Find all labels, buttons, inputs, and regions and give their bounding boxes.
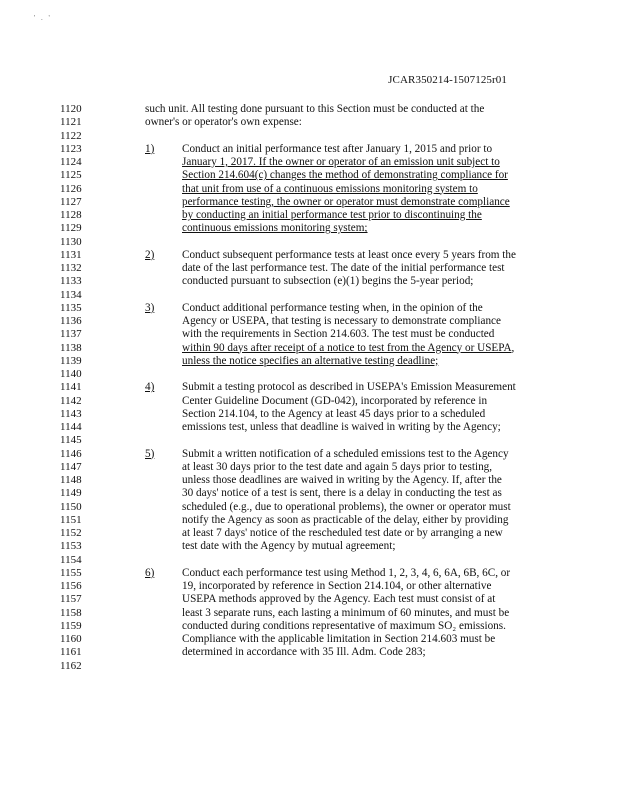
line-number: 1153 [60, 540, 82, 553]
line-number: 1137 [60, 328, 82, 341]
line-text: that unit from use of a continuous emissions monitoring system to [182, 182, 478, 195]
line-number: 1135 [60, 301, 82, 314]
line-number: 1148 [60, 474, 82, 486]
line-text: Conduct subsequent performance tests at least once every 5 years from the [182, 248, 516, 261]
text-line [0, 221, 618, 235]
list-marker: 6) [145, 566, 155, 579]
line-number: 1136 [60, 315, 82, 327]
line-text: Section 214.604(c) changes the method of demonstrating compliance for [182, 169, 508, 182]
line-number: 1152 [60, 527, 82, 539]
line-text: Section 214.104, to the Agency at least 45 days prior to a scheduled [182, 407, 486, 420]
line-text: test date with the Agency by mutual agreement; [182, 540, 396, 553]
line-text: conducted pursuant to subsection (e)(1) begins the 5-year period; [182, 275, 474, 288]
text-line [0, 142, 618, 156]
line-text: Compliance with the applicable limitation in Section 214.603 must be [182, 633, 496, 645]
line-text: 19, incorporated by reference in Section 214.104, or other alternative [182, 580, 492, 592]
text-line [0, 460, 618, 474]
document-id: JCAR350214-1507125r01 [388, 74, 507, 86]
text-line [0, 195, 618, 209]
text-line [0, 115, 618, 129]
text-line [0, 208, 618, 222]
text-line [0, 645, 618, 659]
text-line [0, 129, 618, 143]
text-line [0, 526, 618, 540]
line-text: date of the last performance test. The date of the initial performance test [182, 262, 505, 274]
line-text: scheduled (e.g., due to operational problems), the owner or operator must [182, 500, 511, 513]
text-line [0, 486, 618, 500]
list-marker: 1) [145, 142, 155, 155]
text-line [0, 380, 618, 394]
text-line [0, 579, 618, 593]
line-text: Conduct an initial performance test after January 1, 2015 and prior to [182, 142, 493, 155]
line-number: 1125 [60, 169, 82, 182]
text-line [0, 367, 618, 381]
line-number: 1145 [60, 434, 82, 447]
text-line [0, 420, 618, 434]
text-line [0, 473, 618, 487]
text-line [0, 235, 618, 249]
line-number: 1131 [60, 248, 82, 261]
line-number: 1122 [60, 129, 82, 142]
text-line [0, 168, 618, 182]
line-number: 1155 [60, 566, 82, 579]
text-line [0, 155, 618, 169]
line-text: unless those deadlines are waived in writing by the Agency. If, after the [182, 474, 502, 486]
line-number: 1141 [60, 381, 82, 394]
line-text: with the requirements in Section 214.603. The test must be conducted [182, 328, 495, 341]
line-number: 1134 [60, 288, 82, 301]
line-number: 1157 [60, 593, 82, 606]
line-text: Submit a testing protocol as described in USEPA's Emission Measurement [182, 381, 516, 394]
line-text: performance testing, the owner or operator must demonstrate compliance [182, 195, 510, 208]
line-number: 1128 [60, 209, 82, 221]
line-number: 1139 [60, 354, 82, 367]
line-text: at least 30 days prior to the test date and again 5 days prior to testing, [182, 460, 493, 473]
line-number: 1149 [60, 487, 82, 500]
line-number: 1132 [60, 262, 82, 274]
list-marker: 5) [145, 447, 155, 460]
line-text: USEPA methods approved by the Agency. Each test must consist of at [182, 593, 496, 606]
text-line [0, 592, 618, 606]
line-text: emissions test, unless that deadline is waived in writing by the Agency; [182, 421, 501, 433]
line-text: Conduct additional performance testing when, in the opinion of the [182, 301, 483, 314]
line-number: 1124 [60, 156, 82, 168]
list-marker: 4) [145, 381, 155, 394]
line-number: 1160 [60, 633, 82, 645]
text-line [0, 659, 618, 673]
line-text: owner's or operator's own expense: [145, 116, 302, 129]
text-line [0, 394, 618, 408]
list-marker: 3) [145, 301, 155, 314]
line-text: unless the notice specifies an alternative testing deadline; [182, 354, 439, 367]
text-line [0, 566, 618, 580]
line-text: determined in accordance with 35 Ill. Adm. Code 283; [182, 646, 426, 659]
line-text: at least 7 days' notice of the rescheduled test date or by arranging a new [182, 527, 503, 539]
text-line [0, 341, 618, 355]
line-number: 1151 [60, 513, 82, 526]
text-line [0, 327, 618, 341]
line-number: 1120 [60, 103, 82, 115]
line-number: 1162 [60, 659, 82, 672]
line-text: notify the Agency as soon as practicable of the delay, either by providing [182, 513, 509, 526]
line-number: 1140 [60, 368, 82, 380]
line-number: 1156 [60, 580, 82, 592]
line-number: 1127 [60, 195, 82, 208]
text-line [0, 248, 618, 262]
text-line [0, 433, 618, 447]
line-text: by conducting an initial performance test prior to discontinuing the [182, 209, 482, 221]
line-text: least 3 separate runs, each lasting a minimum of 60 minutes, and must be [182, 606, 510, 619]
line-text: continuous emissions monitoring system; [182, 222, 368, 235]
line-number: 1138 [60, 341, 82, 354]
line-number: 1121 [60, 116, 82, 129]
line-text: Agency or USEPA, that testing is necessary to demonstrate compliance [182, 315, 501, 327]
line-number: 1161 [60, 646, 82, 659]
line-text: Submit a written notification of a scheduled emissions test to the Agency [182, 447, 509, 460]
text-line [0, 274, 618, 288]
line-number: 1143 [60, 407, 82, 420]
text-line [0, 407, 618, 421]
list-marker: 2) [145, 248, 155, 261]
text-line [0, 619, 618, 633]
line-number: 1159 [60, 619, 82, 632]
corner-mark: ' . ' [34, 14, 52, 22]
line-number: 1142 [60, 394, 82, 407]
text-line [0, 354, 618, 368]
line-number: 1158 [60, 606, 82, 619]
line-text: 30 days' notice of a test is sent, there is a delay in conducting the test as [182, 487, 502, 500]
text-line [0, 447, 618, 461]
line-number: 1154 [60, 553, 82, 566]
text-line [0, 182, 618, 196]
text-line [0, 314, 618, 328]
line-text: January 1, 2017. If the owner or operator of an emission unit subject to [182, 156, 500, 168]
text-line [0, 102, 618, 116]
line-number: 1123 [60, 142, 82, 155]
line-number: 1133 [60, 275, 82, 288]
text-line [0, 261, 618, 275]
text-line [0, 288, 618, 302]
line-number: 1146 [60, 447, 82, 460]
line-number: 1129 [60, 222, 82, 235]
text-line [0, 500, 618, 514]
line-number: 1147 [60, 460, 82, 473]
line-number: 1144 [60, 421, 82, 433]
text-line [0, 553, 618, 567]
line-text: Center Guideline Document (GD-042), incorporated by reference in [182, 394, 488, 407]
line-number: 1126 [60, 182, 82, 195]
text-line [0, 632, 618, 646]
line-number: 1150 [60, 500, 82, 513]
line-text: conducted during conditions representative of maximum SO₂ emissions. [182, 619, 506, 632]
text-line [0, 513, 618, 527]
text-line [0, 539, 618, 553]
line-text: such unit. All testing done pursuant to this Section must be conducted at the [145, 103, 485, 115]
line-number: 1130 [60, 235, 82, 248]
line-text: within 90 days after receipt of a notice to test from the Agency or USEPA, [182, 341, 515, 354]
line-text: Conduct each performance test using Method 1, 2, 3, 4, 6, 6A, 6B, 6C, or [182, 566, 511, 579]
text-line [0, 606, 618, 620]
text-line [0, 301, 618, 315]
